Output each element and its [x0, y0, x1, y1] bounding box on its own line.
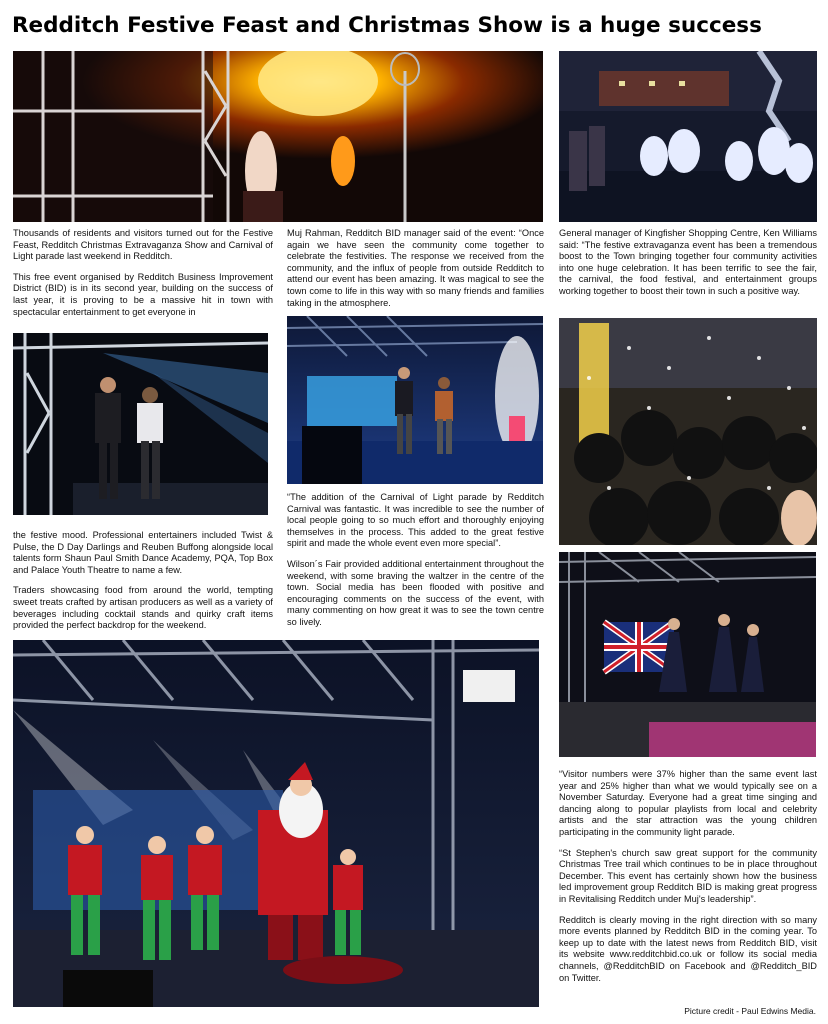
headline: Redditch Festive Feast and Christmas Show is a huge success — [12, 13, 762, 38]
paragraph: “Visitor numbers were 37% higher than the same event last year and 25% higher than what we would typically see on a November Saturday. Everyone had a great time singing and dancing along to popular playlists from local and celebrity artists and the star attraction was the young children participating in the community light parade. — [559, 769, 817, 837]
photo-dancers-stage — [13, 333, 268, 515]
text-column-left-bottom — [13, 530, 273, 632]
photo-singers-stage — [559, 552, 816, 757]
text-column-middle-top — [287, 228, 544, 309]
paragraph: the festive mood. Professional entertainers included Twist & Pulse, the D Day Darlings and Reuben Buffong alongside local talents form Shaun Paul Smith Dance Academy, PQA, Top Box and Palace Youth Theatre to name a few. — [13, 530, 273, 575]
photo-santa-elves — [13, 640, 539, 1007]
paragraph: General manager of Kingfisher Shopping Centre, Ken Williams said: “The festive extravaganza event has been a tremendous boost to the Town bringing together four community activities into one huge celebration. It has been terrific to see the fair, the carnival, the food festival, and entertainment groups working together to boost their town in such a positive way. — [559, 228, 817, 296]
paragraph: Muj Rahman, Redditch BID manager said of the event: “Once again we have seen the community come together to celebrate the festivities. The response we received from the community, and the influx of people from outside Redditch to attend our event has been amazing. It was magical to see the town come to life in this way with so many friends and families taking in the atmosphere. — [287, 228, 544, 308]
photo-parade-night — [559, 51, 817, 222]
paragraph: Traders showcasing food from around the world, tempting sweet treats crafted by artisan producers as well as a variety of beverages including cocktail stands and quirky craft items provided the perfect backdrop for the weekend. — [13, 585, 273, 631]
paragraph: Thousands of residents and visitors turned out for the Festive Feast, Redditch Christmas Extravaganza Show and Carnival of Light parade last weekend in Redditch. — [13, 228, 273, 262]
photo-band-stage — [287, 316, 543, 484]
photo-crowd-snow — [559, 318, 817, 545]
text-column-left-top — [13, 228, 273, 318]
paragraph: This free event organised by Redditch Business Improvement District (BID) is in its second year, building on the success of last year, it is proving to be a massive hit in town with spectacular entertainment to get everyone in — [13, 271, 273, 317]
text-column-right-top — [559, 228, 817, 298]
picture-credit: Picture credit - Paul Edwins Media. — [684, 1006, 816, 1016]
paragraph: “St Stephen's church saw great support for the community Christmas Tree trail which continues to be in place throughout December. This event has certainly shown how the business led improvement group Redditch BID is making great progress in Revitalising Redditch under Muj's leadership”. — [559, 847, 817, 904]
text-column-right-bottom — [559, 769, 817, 984]
photo-fire-performer — [13, 51, 543, 222]
paragraph: Wilson´s Fair provided additional entertainment throughout the weekend, with some braving the waltzer in the centre of the town. Social media has been flooded with positive and encouraging comments on the success of the event, with many commenting on how great it was to see the town centre so lively. — [287, 558, 544, 627]
text-column-middle-bottom — [287, 492, 544, 629]
paragraph: “The addition of the Carnival of Light parade by Redditch Carnival was fantastic. It was incredible to see the number of local people going to so much effort and thoroughly enjoying themselves in the process. This added to the great festive spirit and made the whole event even more special”. — [287, 492, 544, 549]
paragraph: Redditch is clearly moving in the right direction with so many more events planned by Redditch BID in the coming year. To keep up to date with the latest news from Redditch BID, visit its website www.redditchbid.co.uk or follow its social media channels, @RedditchBID on Facebook and @Redditch_BID on Twitter. — [559, 914, 817, 983]
